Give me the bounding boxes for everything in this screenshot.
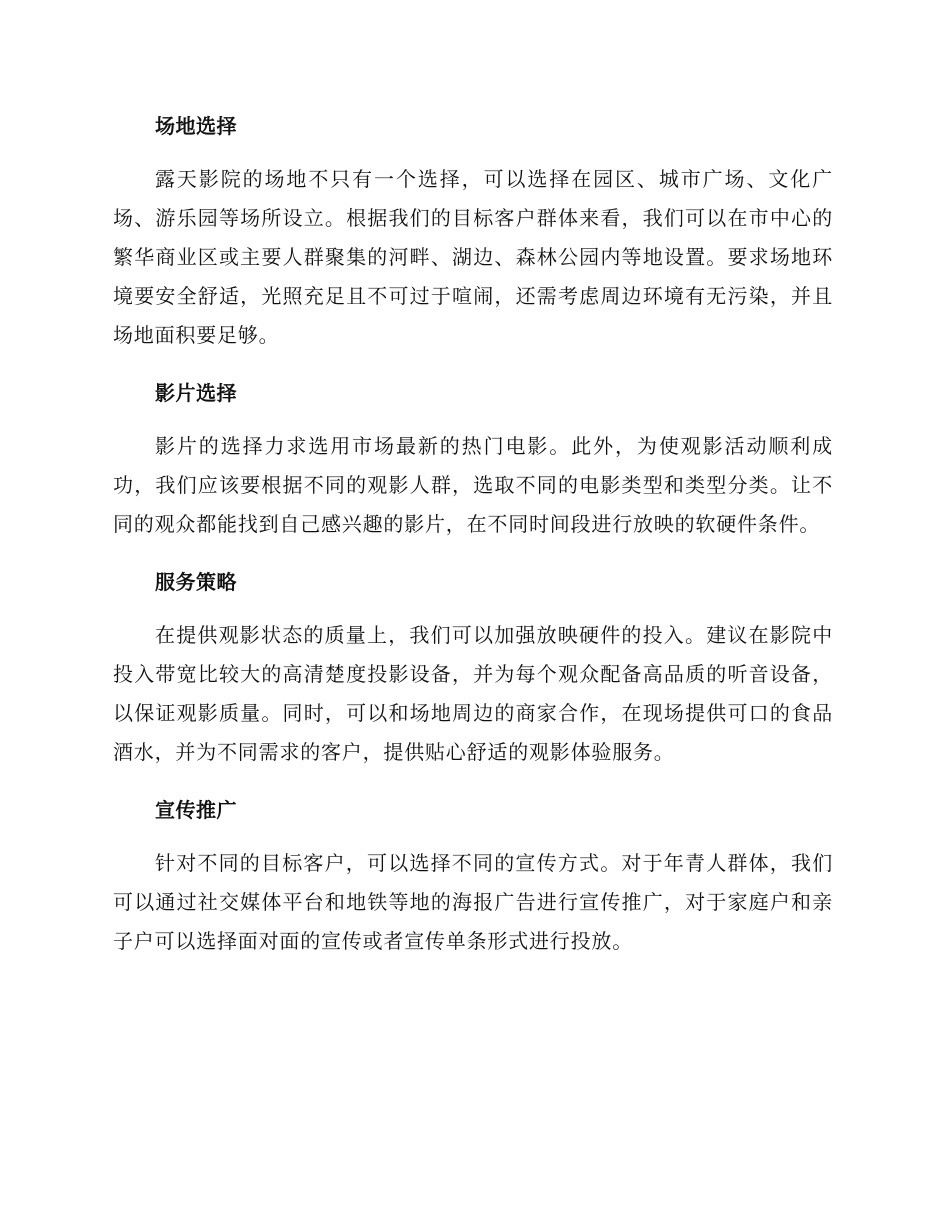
section-film: [113, 375, 833, 544]
section-heading: 服务策略: [155, 570, 237, 594]
section-service: [113, 564, 833, 772]
section-promotion: [113, 792, 833, 961]
section-paragraph: 露天影院的场地不只有一个选择，可以选择在园区、城市广场、文化广场、游乐园等场所设立。根据我们的目标客户群体来看，我们可以在市中心的繁华商业区或主要人群聚集的河畔、湖边、森林公园内等地设置。要求场地环境要安全舒适，光照充足且不可过于喧闹，还需考虑周边环境有无污染，并且场地面积要足够。: [113, 167, 833, 347]
section-heading: 影片选择: [155, 381, 237, 405]
section-heading: 场地选择: [155, 114, 237, 138]
section-paragraph: 影片的选择力求选用市场最新的热门电影。此外，为使观影活动顺利成功，我们应该要根据不同的观影人群，选取不同的电影类型和类型分类。让不同的观众都能找到自己感兴趣的影片，在不同时间段进行放映的软硬件条件。: [113, 434, 833, 536]
section-paragraph: 针对不同的目标客户，可以选择不同的宣传方式。对于年青人群体，我们可以通过社交媒体平台和地铁等地的海报广告进行宣传推广，对于家庭户和亲子户可以选择面对面的宣传或者宣传单条形式进行投放。: [113, 851, 833, 953]
section-heading: 宣传推广: [155, 798, 237, 822]
section-venue: [113, 108, 833, 355]
document-page: [113, 108, 833, 961]
section-paragraph: 在提供观影状态的质量上，我们可以加强放映硬件的投入。建议在影院中投入带宽比较大的高清楚度投影设备，并为每个观众配备高品质的听音设备，以保证观影质量。同时，可以和场地周边的商家合作，在现场提供可口的食品酒水，并为不同需求的客户，提供贴心舒适的观影体验服务。: [113, 623, 833, 764]
